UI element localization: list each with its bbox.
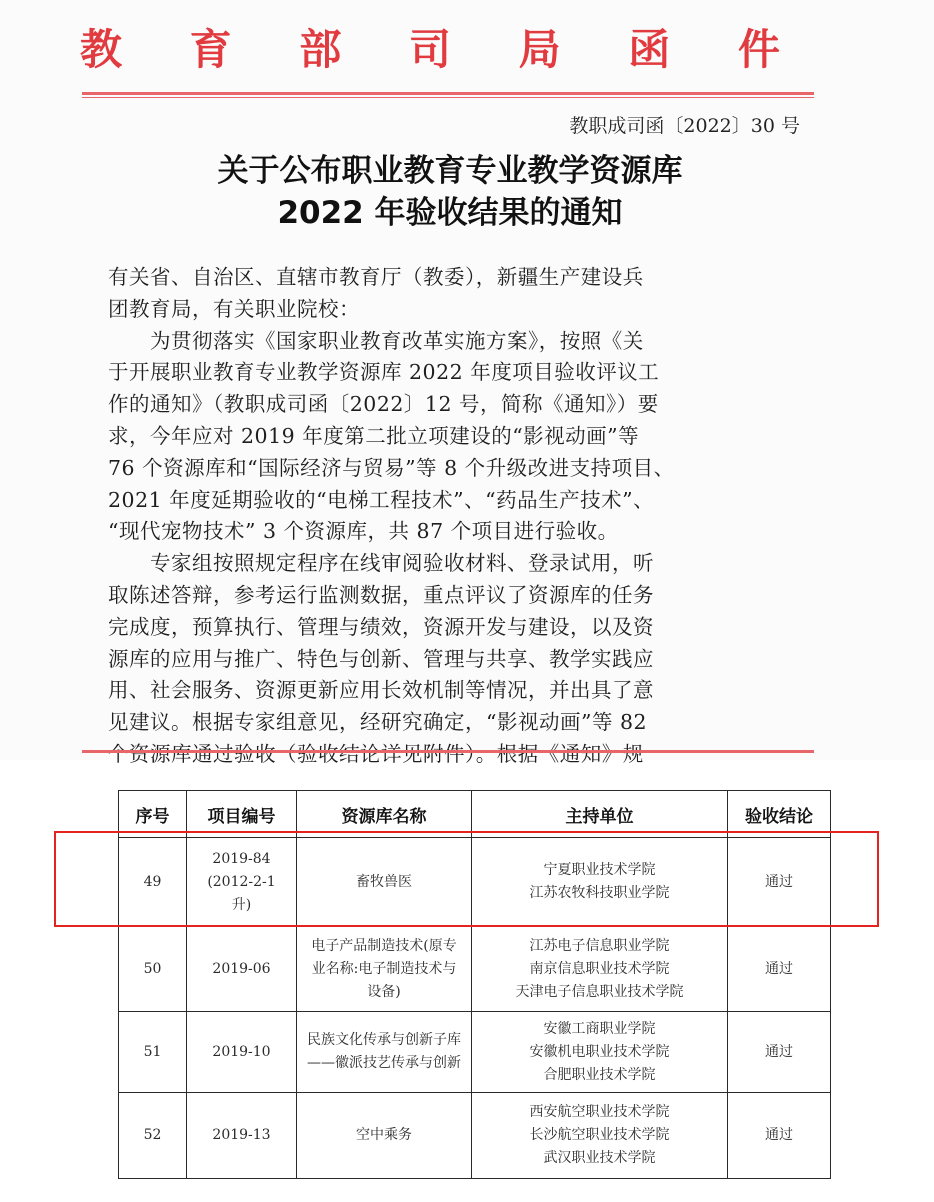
cell-code: 2019-06: [187, 927, 297, 1012]
unit-name: 江苏电子信息职业学院: [529, 937, 670, 954]
cell-result: 通过: [728, 838, 831, 927]
body-line: “现代宠物技术” 3 个资源库，共 87 个项目进行验收。: [108, 519, 619, 544]
cell-seq: 51: [119, 1012, 187, 1093]
body-line: 取陈述答辩，参考运行监测数据，重点评议了资源库的任务: [108, 582, 654, 607]
red-divider-thin: [82, 97, 814, 98]
unit-name: 西安航空职业技术学院: [529, 1104, 670, 1120]
body-line: 于开展职业教育专业教学资源库 2022 年度项目验收评议工: [108, 360, 660, 385]
masthead-char: 件: [737, 25, 780, 74]
masthead-char: 局: [518, 25, 561, 74]
table-row: [119, 1093, 831, 1179]
table-row: [119, 927, 831, 1012]
unit-name: 合肥职业技术学院: [543, 1066, 656, 1083]
masthead-char: 司: [408, 25, 451, 74]
cell-result: 通过: [728, 927, 831, 1012]
red-divider: [82, 92, 814, 95]
unit-name: 天津电子信息职业技术学院: [515, 983, 684, 1000]
cell-name: 电子产品制造技术(原专业名称:电子制造技术与设备): [297, 927, 472, 1012]
title-line-2: 2022 年验收结果的通知: [277, 195, 623, 231]
cell-name: 民族文化传承与创新子库——徽派技艺传承与创新: [297, 1012, 472, 1093]
cell-seq: 49: [119, 838, 187, 927]
masthead-char: 函: [628, 25, 671, 74]
header-name: 资源库名称: [297, 791, 472, 838]
unit-name: 安徽机电职业技术学院: [529, 1043, 670, 1060]
masthead: [80, 22, 780, 78]
cell-units: [472, 1093, 728, 1179]
cell-code: 2019-10: [187, 1012, 297, 1093]
cell-name: 空中乘务: [297, 1093, 472, 1179]
masthead-char: 教: [80, 25, 123, 74]
unit-name: 安徽工商职业学院: [543, 1020, 656, 1037]
body-text: [108, 262, 804, 771]
header-seq: 序号: [119, 791, 187, 838]
cell-code: 2019-13: [187, 1093, 297, 1179]
body-line: 作的通知》（教职成司函〔2022〕12 号，简称《通知》）要: [108, 392, 659, 417]
document-number: 教职成司函〔2022〕30 号: [569, 115, 800, 137]
body-line: 专家组按照规定程序在线审阅验收材料、登录试用，听: [108, 551, 654, 576]
header-code: 项目编号: [187, 791, 297, 838]
unit-name: 武汉职业技术学院: [543, 1150, 656, 1166]
red-divider-bottom: [82, 750, 814, 753]
body-line: 见建议。根据专家组意见，经研究确定，“影视动画”等 82: [108, 710, 648, 735]
unit-name: 江苏农牧科技职业学院: [529, 885, 670, 901]
highlight-box: [54, 831, 879, 927]
unit-name: 南京信息职业技术学院: [529, 960, 670, 977]
body-line: 完成度，预算执行、管理与绩效，资源开发与建设，以及资: [108, 614, 654, 639]
masthead-char: 育: [189, 25, 232, 74]
cell-code: 2019-84 (2012-2-1 升): [187, 838, 297, 927]
body-line: 源库的应用与推广、特色与创新、管理与共享、教学实践应: [108, 646, 654, 671]
unit-name: 长沙航空职业技术学院: [529, 1127, 670, 1143]
body-line: 团教育局，有关职业院校：: [108, 296, 360, 321]
body-line: 求，今年应对 2019 年度第二批立项建设的“影视动画”等: [108, 423, 640, 448]
table-row: [119, 1012, 831, 1093]
cell-name: 畜牧兽医: [297, 838, 472, 927]
body-line: 有关省、自治区、直辖市教育厅（教委），新疆生产建设兵: [108, 265, 644, 289]
unit-name: 宁夏职业技术学院: [543, 862, 656, 878]
cell-seq: 50: [119, 927, 187, 1012]
header-unit: 主持单位: [472, 791, 728, 838]
cell-units: [472, 927, 728, 1012]
cell-units: [472, 1012, 728, 1093]
cell-result: 通过: [728, 1093, 831, 1179]
body-line: 用、社会服务、资源更新应用长效机制等情况，并出具了意: [108, 678, 654, 703]
body-line: 个资源库通过验收（验收结论详见附件）。根据《通知》规: [108, 741, 644, 766]
cell-result: 通过: [728, 1012, 831, 1093]
cell-seq: 52: [119, 1093, 187, 1179]
title-line-1: 关于公布职业教育专业教学资源库: [217, 153, 683, 189]
body-line: 2021 年度延期验收的“电梯工程技术”、“药品生产技术”、: [108, 487, 655, 512]
masthead-char: 部: [299, 25, 342, 74]
body-line: 为贯彻落实《国家职业教育改革实施方案》，按照《关: [108, 328, 644, 353]
body-line: 76 个资源库和“国际经济与贸易”等 8 个升级改进支持项目、: [108, 455, 675, 480]
header-result: 验收结论: [728, 791, 831, 838]
